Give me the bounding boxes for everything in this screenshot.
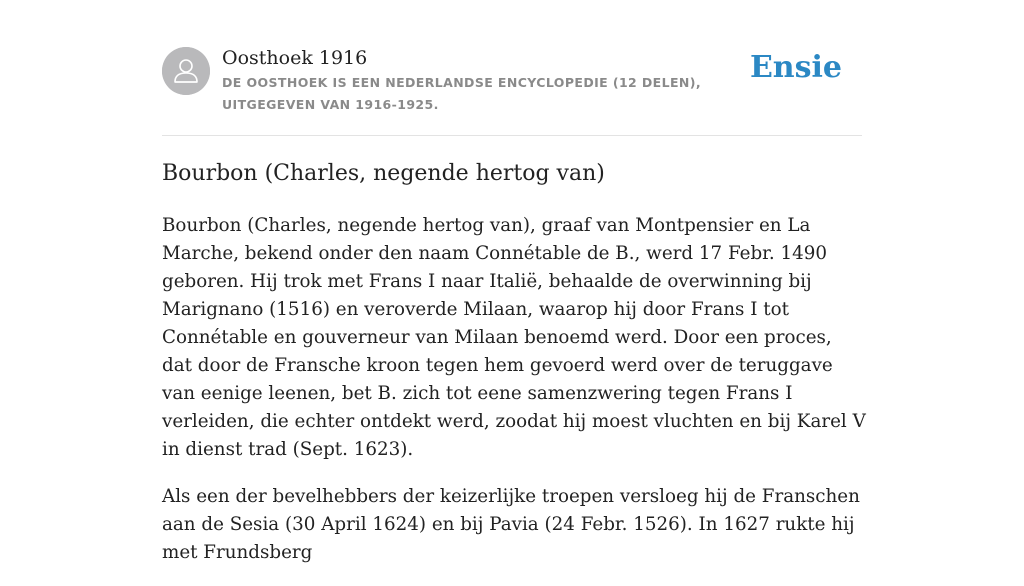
source-description: DE OOSTHOEK IS EEN NEDERLANDSE ENCYCLOPEDIE (12 DELEN), UITGEGEVEN VAN 1916-1925. (222, 75, 702, 112)
article-body (162, 212, 866, 586)
source-title[interactable]: Oosthoek 1916 (222, 47, 368, 69)
user-avatar-icon[interactable] (162, 47, 210, 95)
article-paragraph: Bourbon (Charles, negende hertog van), graaf van Montpensier en La Marche, bekend onder den naam Connétable de B., werd 17 Febr. 1490 geboren. Hij trok met Frans I naar Italië, behaalde de overwinning bij Marignano (1516) en veroverde Milaan, waarop hij door Frans I tot Connétable en gouverneur van Milaan benoemd werd. Door een proces, dat door de Fransche kroon tegen hem gevoerd werd over de teruggave van eenige leenen, bet B. zich tot eene samenzwering tegen Frans I verleiden, die echter ontdekt werd, zoodat hij moest vluchten en bij Karel V in dienst trad (Sept. 1623). (162, 215, 866, 460)
article-paragraph: Als een der bevelhebbers der keizerlijke troepen versloeg hij de Franschen aan de Sesia (30 April 1624) en bij Pavia (24 Febr. 1526). In 1627 rukte hij met Frundsberg (162, 486, 860, 563)
source-header (162, 46, 862, 116)
header-divider (162, 135, 862, 136)
article-title: Bourbon (Charles, negende hertog van) (162, 161, 605, 186)
ensie-logo-link[interactable]: Ensie (749, 50, 842, 85)
